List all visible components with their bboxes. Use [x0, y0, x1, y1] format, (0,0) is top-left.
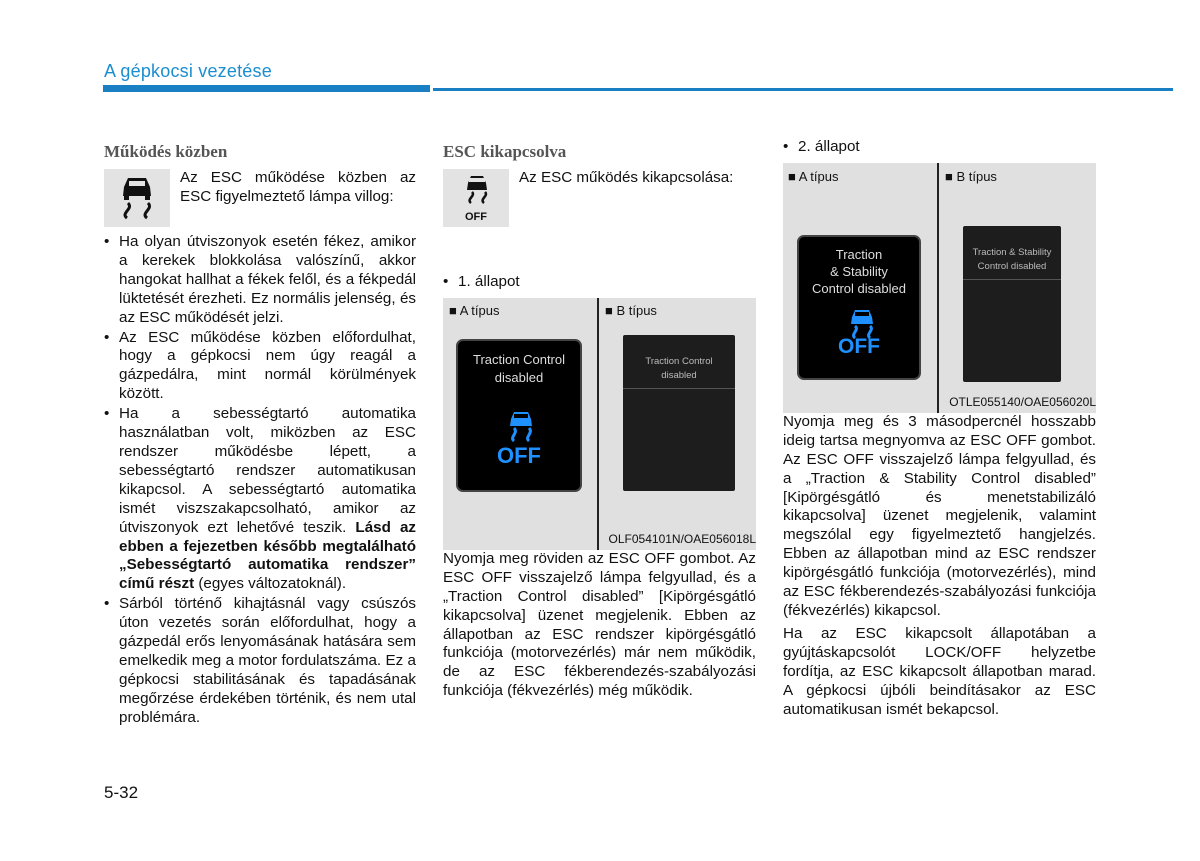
esc-warning-text: Az ESC működése közben az ESC figyelmeztető lámpa villog:: [180, 169, 416, 205]
screen-b-line2: Control disabled: [977, 260, 1047, 272]
esc-off-icon: [443, 169, 509, 227]
list-item-text: Ha a sebességtartó automatika használatban volt, miközben az ESC rendszer működésbe lépett, a sebességtartó rendszer automatikusan kikapcsol. A sebességtartó automatika ismét viszszakapcsolható, amikor az útviszonyok ezt lehetővé teszik.: [119, 405, 416, 536]
figure-label-b: ■ B típus: [945, 168, 997, 184]
screen-a-line1: Traction: [835, 246, 883, 262]
screen-a-off: OFF: [838, 334, 880, 358]
screen-b-separator: [963, 279, 1061, 280]
screen-a-off: OFF: [497, 442, 541, 468]
list-item: • Ha olyan útviszonyok esetén fékez, amikor a kerekek blokkolása valószínű, akkor hangokat hallhat a fékek felől, és a fékpedál lüktetését érezheti. Ez normális jelenség, és az ESC működését jelzi.: [104, 233, 416, 328]
cluster-screen-a: [797, 235, 921, 380]
column-operation: [104, 143, 416, 729]
heading-esc-off: ESC kikapcsolva: [443, 142, 567, 161]
figure-state-2: [783, 163, 1096, 413]
figure-label-b: ■ B típus: [605, 302, 657, 318]
screen-a-line2: disabled: [494, 369, 544, 385]
cluster-screen-b: [623, 335, 735, 491]
esc-off-text: Az ESC működés kikapcsolása:: [519, 169, 734, 186]
off-label: OFF: [465, 211, 487, 223]
operation-list: [104, 233, 416, 728]
figure-divider: [597, 298, 599, 550]
ignition-note: Ha az ESC kikapcsolt állapotában a gyújtáskapcsolót LOCK/OFF helyzetbe fordítja, az ESC kikapcsolt állapotban marad. A gépkocsi újbóli beindításakor az ESC automatikusan ismét bekapcsol.: [783, 624, 1096, 718]
figure-caption: OTLE055140/OAE056020L: [949, 395, 1096, 409]
cross-reference: Lásd az ebben a fejezetben később megtalálható „Sebességtartó automatika rendszer” című részt: [119, 518, 416, 593]
cluster-screen-a: [456, 339, 582, 492]
state-2-description: Nyomja meg és 3 másodpercnél hosszabb ideig tartsa megnyomva az ESC OFF gombot. Az ESC OFF visszajelző lámpa felgyullad, és a „Traction & Stability Control disabled” [Kipörgésgátló és menetstabilizáló kikapcsolva] üzenet megjelenik, valamint megszólal egy figyelmeztető hangjelzés. Ebben az állapotban mind az ESC rendszer kipörgésgátló funkciója (motorvezérlés), mind az ESC fékberendezés-szabályozási funkciója (fékvezérlés) kikapcsol.: [783, 412, 1096, 619]
esc-warning-row: [104, 169, 416, 227]
header-rule-light: [433, 88, 1173, 91]
screen-b-line2: disabled: [661, 369, 697, 381]
figure-label-a: ■ A típus: [449, 302, 500, 318]
column-esc-off: [443, 143, 756, 701]
list-item: • Sárból történő kihajtásnál vagy csúszós úton vezetés során előfordulhat, hogy a gázpedál erős lenyomásának hatására sem emelkedik meg a motor fordulatszáma. Ez a gépkocsi stabilitásának és tapadásának megőrzése érdekében történik, és nem utal problémára.: [104, 595, 416, 727]
esc-warning-icon: [104, 169, 170, 227]
screen-a-line3: Control disabled: [812, 280, 906, 296]
figure-label-a: ■ A típus: [788, 168, 839, 184]
cluster-screen-b: [963, 226, 1061, 382]
screen-b-separator: [623, 388, 735, 389]
figure-divider: [937, 163, 939, 413]
page-number: 5-32: [104, 783, 139, 802]
screen-a-line1: Traction Control: [473, 351, 565, 367]
state-2-label: • 2. állapot: [783, 138, 1096, 157]
list-item-text: (egyes változatoknál).: [194, 575, 347, 593]
esc-off-row: [443, 169, 756, 227]
state-1-description: Nyomja meg röviden az ESC OFF gombot. Az ESC OFF visszajelző lámpa felgyullad, és a „Traction Control disabled” [Kipörgésgátló kikapcsolva] üzenet megjelenik. Ebben az állapotban az ESC rendszer kipörgésgátló funkciója (motorvezérlés) már nem működik, de az ESC fékberendezés-szabályozási funkciója (fékvezérlés) még működik.: [443, 549, 756, 700]
screen-b-line1: Traction & Stability: [972, 246, 1052, 258]
section-title: A gépkocsi vezetése: [104, 61, 272, 81]
figure-state-1: [443, 298, 756, 550]
header-rule-dark: [103, 85, 430, 92]
traction-off-icon: [501, 409, 541, 443]
figure-caption: OLF054101N/OAE056018L: [608, 532, 756, 546]
heading-operation: Működés közben: [104, 142, 228, 161]
screen-a-line2: & Stability: [830, 263, 888, 279]
screen-b-line1: Traction Control: [645, 355, 713, 367]
list-item: [104, 405, 416, 594]
list-item: • Az ESC működése közben előfordulhat, hogy a gépkocsi nem úgy reagál a gázpedálra, mint normál körülmények között.: [104, 329, 416, 405]
state-1-label: • 1. állapot: [443, 273, 756, 292]
column-state-2: [783, 138, 1096, 719]
